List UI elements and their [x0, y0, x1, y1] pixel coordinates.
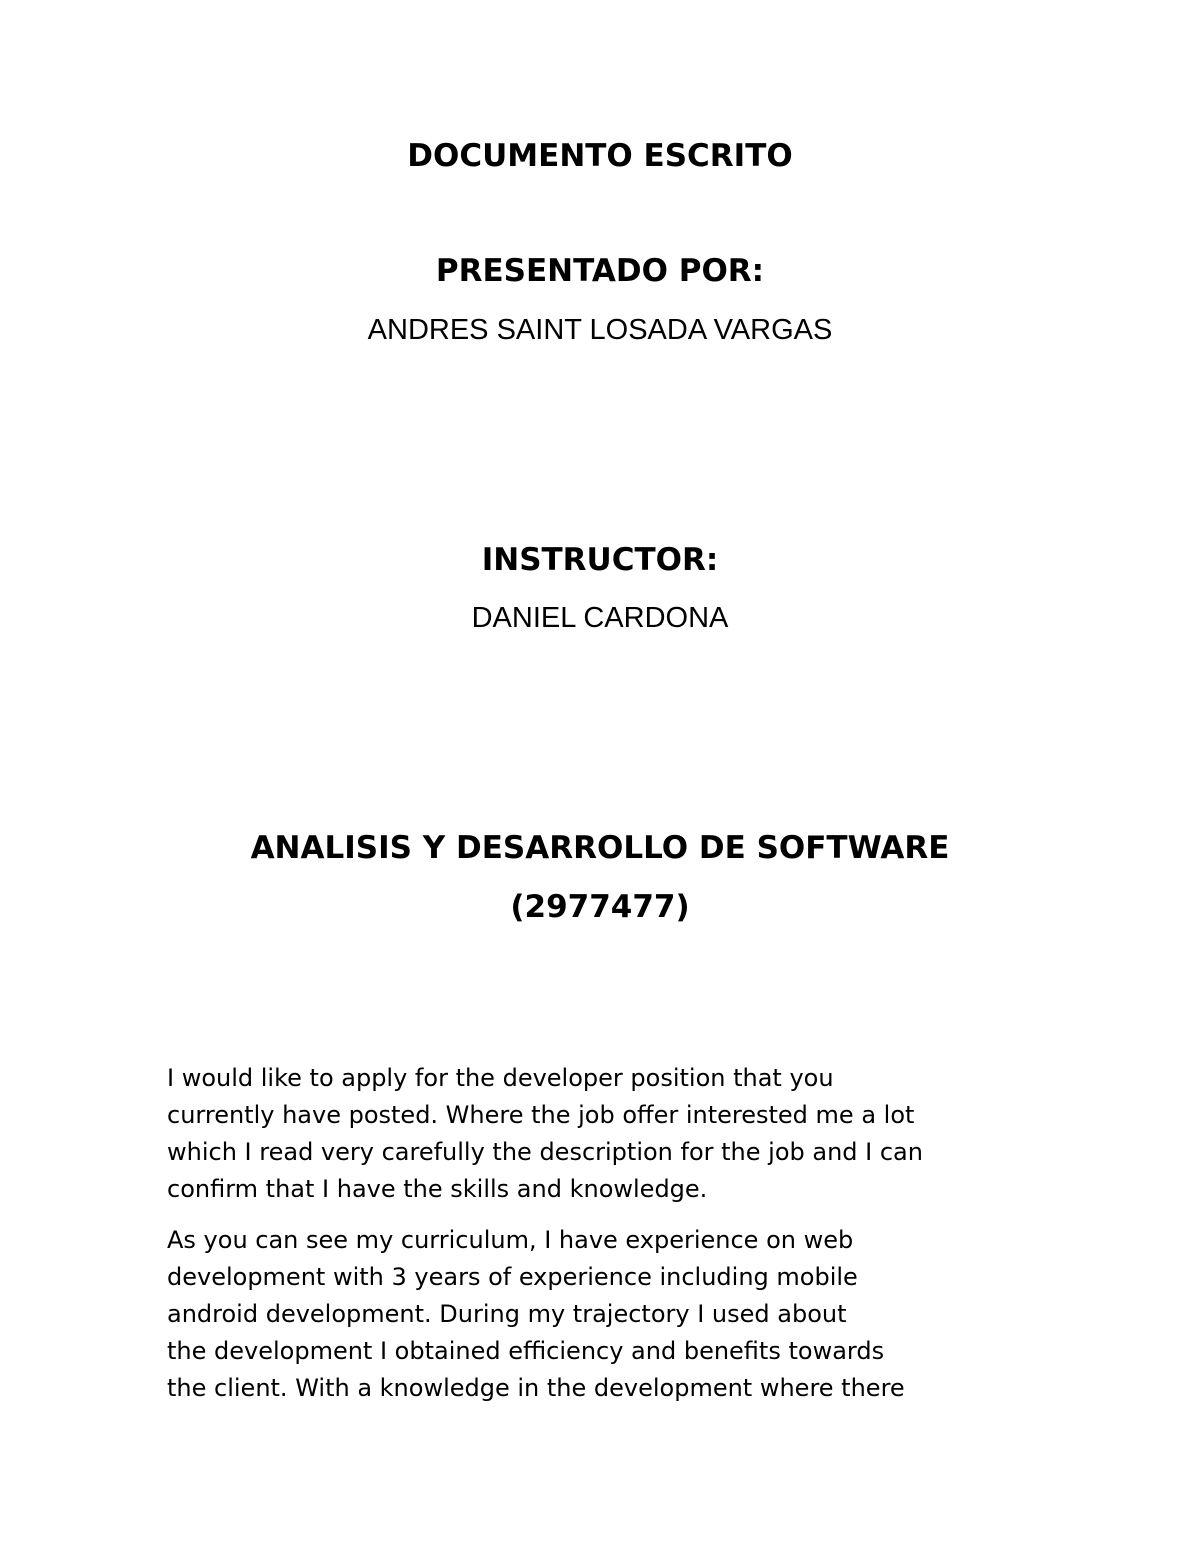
paragraph-line: development with 3 years of experience including mobile	[167, 1263, 858, 1291]
paragraph-line: android development. During my trajectory I used about	[167, 1300, 847, 1328]
program-code: (2977477)	[510, 889, 690, 925]
presented-by-label: PRESENTADO POR:	[435, 253, 765, 289]
document-title: DOCUMENTO ESCRITO	[407, 138, 793, 174]
paragraph-line: confirm that I have the skills and knowledge.	[167, 1175, 708, 1203]
author-name: ANDRES SAINT LOSADA VARGAS	[367, 314, 833, 346]
paragraph-line: currently have posted. Where the job offer interested me a lot	[167, 1101, 915, 1129]
body-paragraph-1	[167, 1060, 1047, 1208]
program-title: ANALISIS Y DESARROLLO DE SOFTWARE	[250, 830, 950, 866]
paragraph-line: the client. With a knowledge in the development where there	[167, 1374, 905, 1402]
paragraph-line: As you can see my curriculum, I have experience on web	[167, 1226, 854, 1254]
paragraph-line: the development I obtained efficiency and benefits towards	[167, 1337, 885, 1365]
instructor-name: DANIEL CARDONA	[471, 602, 729, 634]
body-paragraph-2	[167, 1222, 1047, 1407]
paragraph-line: which I read very carefully the description for the job and I can	[167, 1138, 923, 1166]
paragraph-line: I would like to apply for the developer position that you	[167, 1064, 834, 1092]
instructor-label: INSTRUCTOR:	[481, 542, 719, 578]
